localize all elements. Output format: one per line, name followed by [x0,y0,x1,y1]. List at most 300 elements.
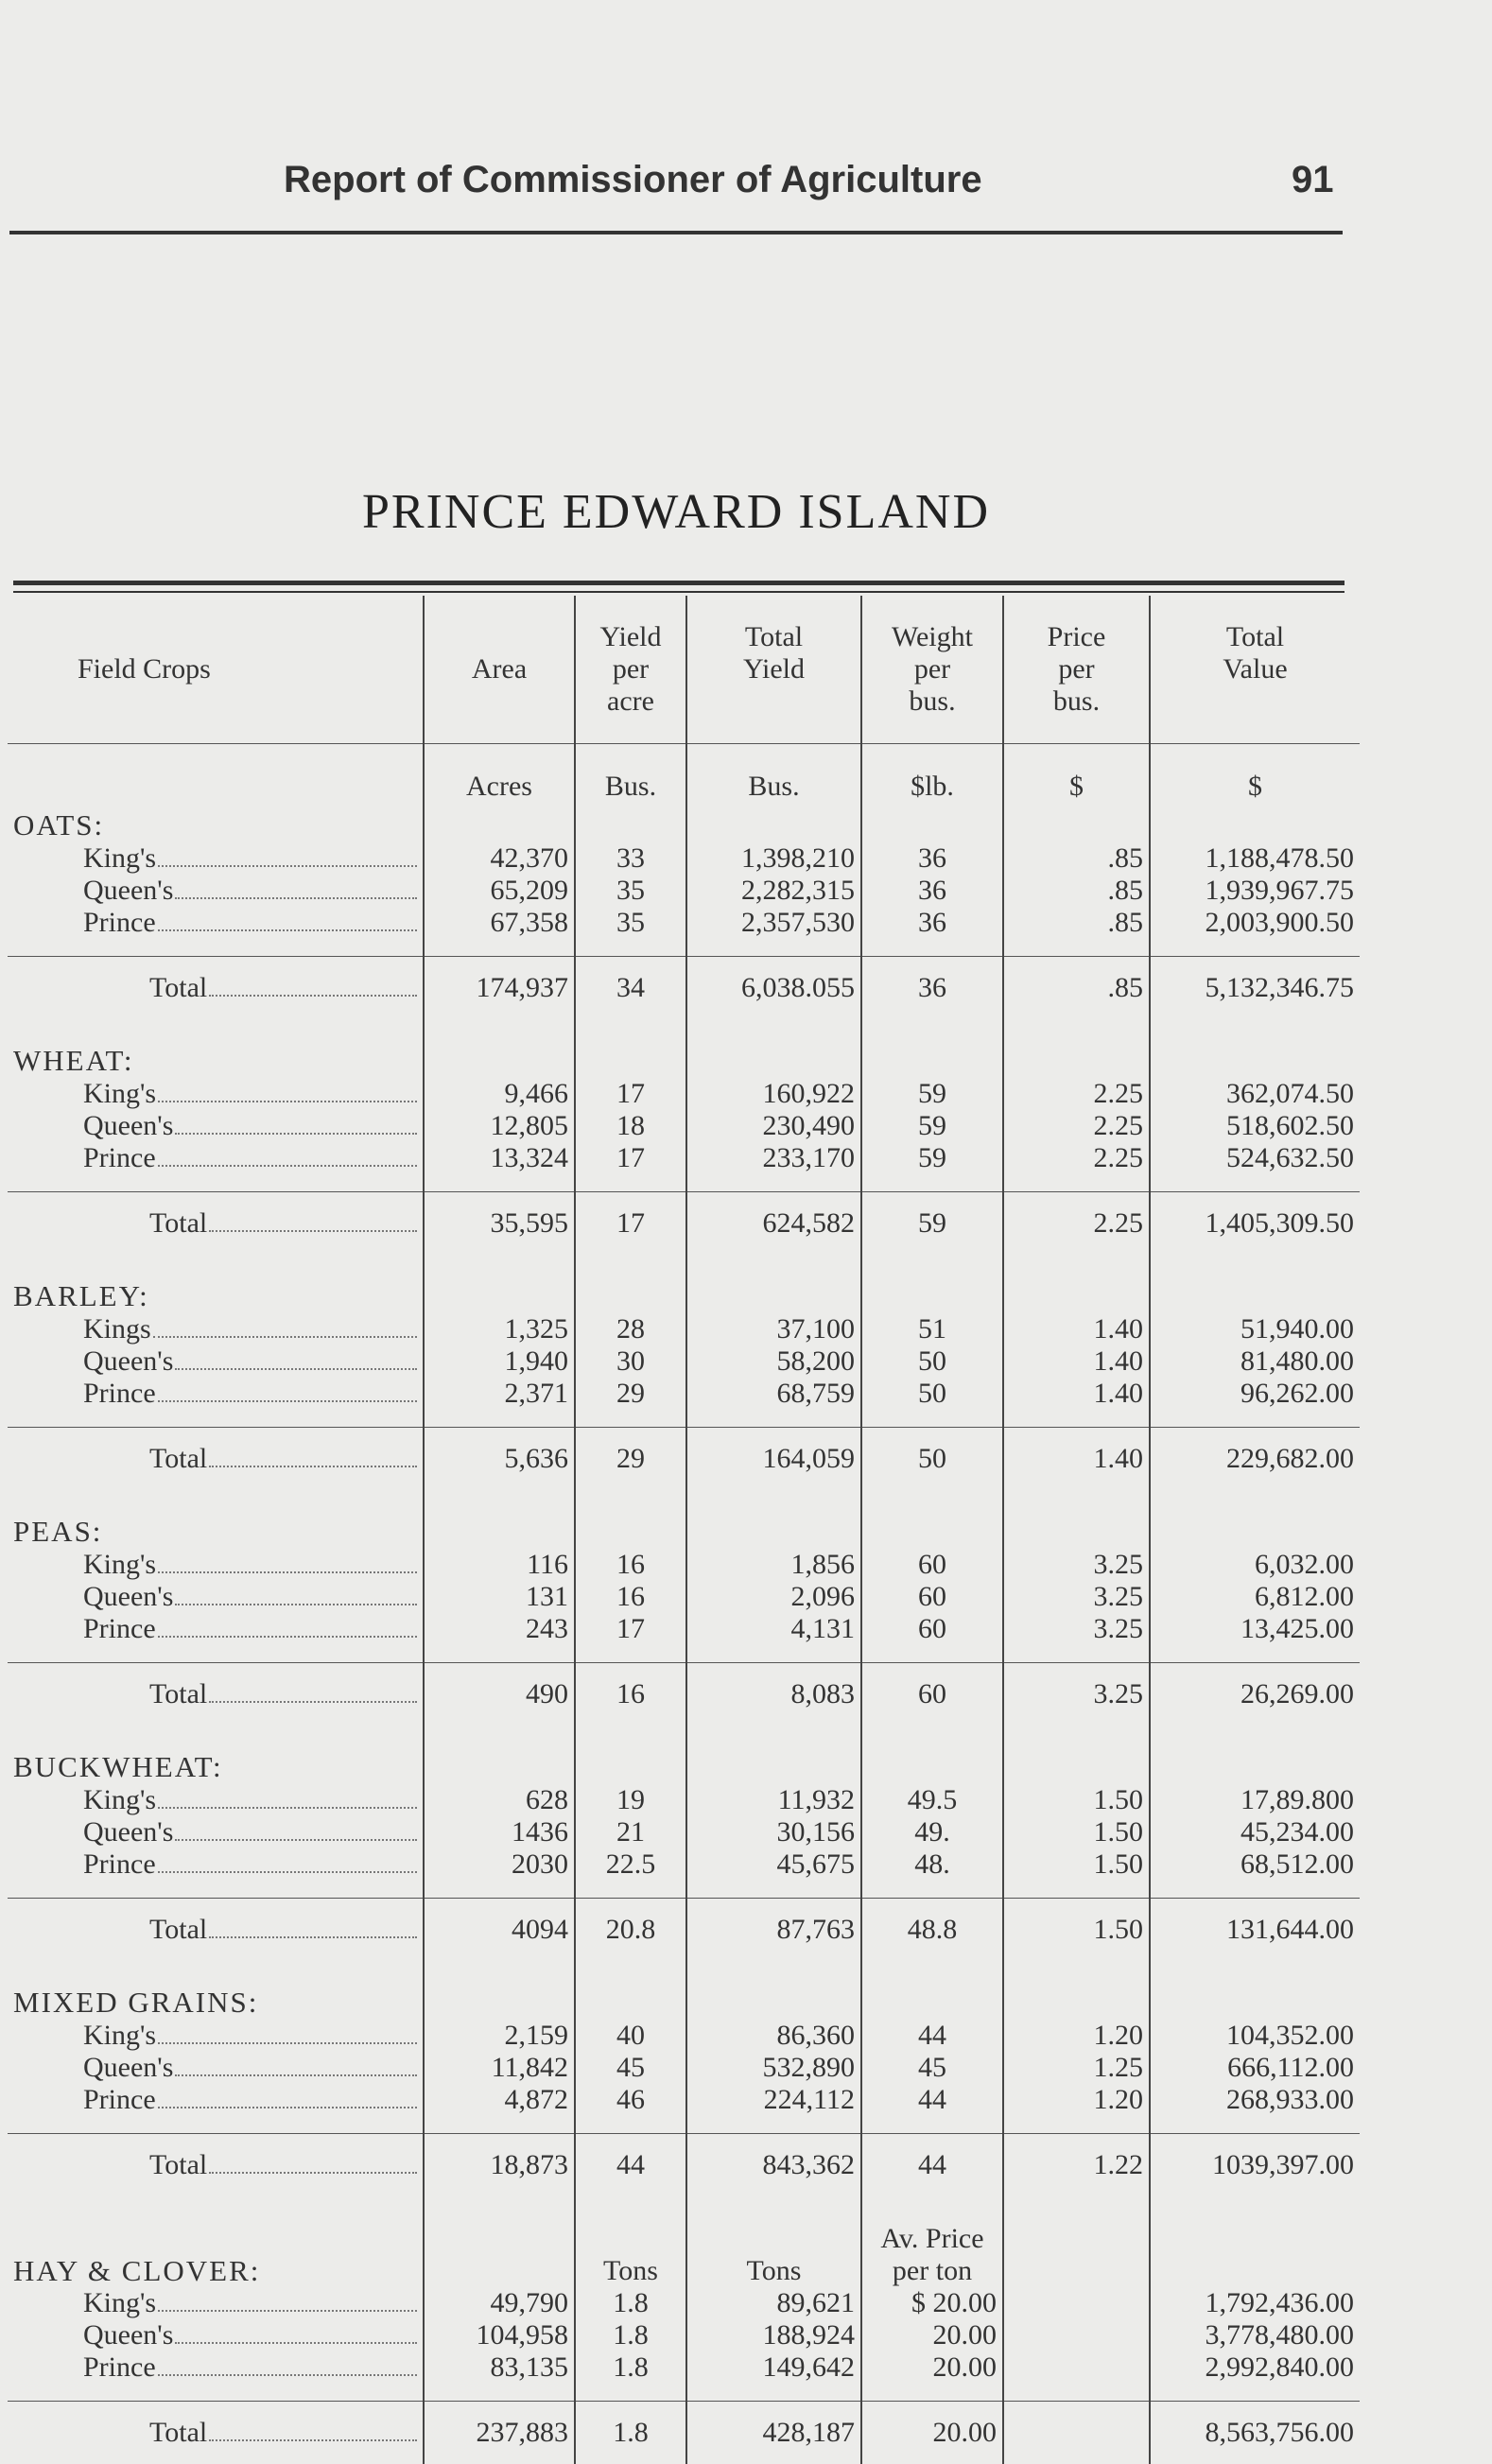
weight-cell: 59 [861,1110,1003,1142]
yield-cell: 1.8 [575,2351,686,2384]
price-cell: 2.25 [1003,1110,1150,1142]
area-cell: 1,940 [424,1345,575,1378]
leader-dots [158,1571,417,1573]
section-spacer [8,1490,1360,1515]
yield-cell: 16 [575,1549,686,1581]
area-cell: 2030 [424,1848,575,1881]
area-cell: 1436 [424,1816,575,1848]
header-weight-per-bus: Weight per bus. [861,596,1003,744]
area-cell: 116 [424,1549,575,1581]
total_yield-cell: 37,100 [686,1313,861,1345]
price-cell: .85 [1003,875,1150,907]
section-header-row [8,1986,1360,2020]
header-field-crops: Field Crops [8,596,424,744]
value-cell: 1039,397.00 [1150,2134,1360,2197]
yield-cell: 29 [575,1428,686,1491]
unit-area: Acres [424,744,575,809]
value-cell: 104,352.00 [1150,2020,1360,2052]
table-row [8,1784,1360,1816]
yield-cell: 16 [575,1581,686,1613]
price-cell: .85 [1003,907,1150,939]
value-cell: 1,188,478.50 [1150,842,1360,875]
total_yield-cell: 2,282,315 [686,875,861,907]
price-cell: 20.00 [861,2319,1003,2351]
leader-dots [158,1400,417,1402]
total_yield-cell: 1,398,210 [686,842,861,875]
leader-dots [158,2310,417,2312]
leader-dots [158,1636,417,1638]
table-row [8,1078,1360,1110]
value-cell: 666,112.00 [1150,2052,1360,2084]
leader-dots [158,1165,417,1167]
price-cell: $ 20.00 [861,2287,1003,2319]
total_yield-cell: 68,759 [686,1378,861,1410]
price-cell: 20.00 [861,2402,1003,2464]
total_yield-cell: 149,642 [686,2351,861,2384]
county-name-label: King's [83,842,417,875]
total-row [8,1899,1360,1962]
yield-cell: 19 [575,1784,686,1816]
total-row [8,1663,1360,1727]
total-row [8,957,1360,1020]
total-label-label: Total [149,1678,417,1710]
area-cell: 12,805 [424,1110,575,1142]
area-cell: 42,370 [424,842,575,875]
weight-cell: 59 [861,1142,1003,1174]
weight-cell: 60 [861,1581,1003,1613]
value-cell: 68,512.00 [1150,1848,1360,1881]
county-name [8,1549,424,1581]
total-row [8,1192,1360,1256]
value-cell: 1,939,967.75 [1150,875,1360,907]
price-cell: .85 [1003,842,1150,875]
county-name-label: Queen's [83,2052,417,2084]
value-cell: 268,933.00 [1150,2084,1360,2116]
county-name-label: King's [83,1078,417,1110]
area-cell: 11,842 [424,2052,575,2084]
section-spacer [8,1019,1360,1044]
area-cell: 5,636 [424,1428,575,1491]
yield-cell: 21 [575,1816,686,1848]
county-name [8,1816,424,1848]
price-cell: 1.22 [1003,2134,1150,2197]
value-cell: 6,032.00 [1150,1549,1360,1581]
table-row [8,1142,1360,1174]
header-yield-per-acre: Yield per acre [575,596,686,744]
table-row [8,2287,1360,2319]
leader-dots [158,2042,417,2044]
yield-cell: 20.8 [575,1899,686,1962]
header-rule [9,231,1343,234]
header-price-per-bus: Price per bus. [1003,596,1150,744]
hay-section-header-row [8,2221,1360,2287]
price-cell: 1.40 [1003,1378,1150,1410]
value-cell: 13,425.00 [1150,1613,1360,1645]
county-name [8,1142,424,1174]
county-name [8,1613,424,1645]
total_yield-cell: 2,096 [686,1581,861,1613]
total_yield-cell: 11,932 [686,1784,861,1816]
weight-cell: 48.8 [861,1899,1003,1962]
county-name-label: King's [83,2287,417,2319]
weight-cell: 36 [861,907,1003,939]
value-cell: 96,262.00 [1150,1378,1360,1410]
yield-cell: 1.8 [575,2287,686,2319]
value-cell: 2,003,900.50 [1150,907,1360,939]
area-cell: 131 [424,1581,575,1613]
total_yield-cell: 2,357,530 [686,907,861,939]
total-label [8,2402,424,2464]
section-name: WHEAT: [8,1044,424,1078]
total-row [8,2402,1360,2464]
weight-cell: 60 [861,1663,1003,1727]
table-row [8,907,1360,939]
area-cell: 2,159 [424,2020,575,2052]
total-row [8,1428,1360,1491]
county-name [8,1110,424,1142]
yield-cell: 40 [575,2020,686,2052]
spacer-row [8,939,1360,957]
spacer-row [8,1174,1360,1192]
section-spacer [8,1961,1360,1986]
total-row [8,2134,1360,2197]
total_yield-cell: 160,922 [686,1078,861,1110]
price-cell: 3.25 [1003,1549,1150,1581]
yield-cell: 34 [575,957,686,1020]
area-cell: 490 [424,1663,575,1727]
weight-cell: 45 [861,2052,1003,2084]
county-name [8,2319,424,2351]
unit-price: Av. Price per ton [861,2221,1003,2287]
total_yield-cell: 188,924 [686,2319,861,2351]
unit-total-yield: Tons [686,2221,861,2287]
value-cell: 6,812.00 [1150,1581,1360,1613]
area-cell: 4,872 [424,2084,575,2116]
county-name-label: King's [83,1549,417,1581]
total-label-label: Total [149,2149,417,2181]
total_yield-cell: 1,856 [686,1549,861,1581]
county-name [8,1078,424,1110]
area-cell: 174,937 [424,957,575,1020]
area-cell: 237,883 [424,2402,575,2464]
price-cell: 1.50 [1003,1816,1150,1848]
county-name-label: Prince [83,1378,417,1410]
table-row [8,1581,1360,1613]
section-name: BARLEY: [8,1279,424,1313]
units-row [8,744,1360,809]
total_yield-cell: 428,187 [686,2402,861,2464]
section-header-row [8,808,1360,842]
county-name [8,1345,424,1378]
county-name-label: Queen's [83,2319,417,2351]
county-name [8,907,424,939]
county-name-label: Prince [83,1613,417,1645]
county-name-label: Prince [83,907,417,939]
yield-cell: 1.8 [575,2402,686,2464]
county-name [8,1848,424,1881]
county-name-label: Prince [83,2084,417,2116]
county-name-label: Queen's [83,875,417,907]
leader-dots [158,1807,417,1809]
table-row [8,1345,1360,1378]
section-header-row [8,1750,1360,1784]
weight-cell: 60 [861,1549,1003,1581]
total_yield-cell: 624,582 [686,1192,861,1256]
title-rule-thin [13,591,1345,593]
unit-yield: Tons [575,2221,686,2287]
table-row [8,2020,1360,2052]
table-row [8,875,1360,907]
weight-cell: 44 [861,2084,1003,2116]
spacer-row [8,2116,1360,2134]
section-name: HAY & CLOVER: [8,2221,424,2287]
weight-cell: 49. [861,1816,1003,1848]
area-cell: 49,790 [424,2287,575,2319]
yield-cell: 44 [575,2134,686,2197]
total_yield-cell: 843,362 [686,2134,861,2197]
county-name-label: Prince [83,2351,417,2384]
price-cell: 1.50 [1003,1899,1150,1962]
section-name: MIXED GRAINS: [8,1986,424,2020]
table-row [8,1613,1360,1645]
value-cell: 45,234.00 [1150,1816,1360,1848]
leader-dots [158,1101,417,1102]
yield-cell: 17 [575,1613,686,1645]
running-header: Report of Commissioner of Agriculture [284,159,982,201]
price-cell: 3.25 [1003,1663,1150,1727]
title-rule-thick [13,581,1345,585]
leader-dots [158,2374,417,2376]
table-row [8,1378,1360,1410]
area-cell: 65,209 [424,875,575,907]
price-cell: 1.50 [1003,1784,1150,1816]
value-cell: 524,632.50 [1150,1142,1360,1174]
value-cell: 8,563,756.00 [1150,2402,1360,2464]
area-cell: 4094 [424,1899,575,1962]
total-label-label: Total [149,2417,417,2449]
table-header-row [8,596,1360,744]
table-row [8,2351,1360,2384]
total_yield-cell: 233,170 [686,1142,861,1174]
leader-dots [158,1871,417,1873]
total-label-label: Total [149,972,417,1004]
section-header-row [8,1515,1360,1549]
county-name [8,2287,424,2319]
yield-cell: 17 [575,1078,686,1110]
value-cell: 1,792,436.00 [1150,2287,1360,2319]
leader-dots [209,995,417,997]
spacer-row [8,1881,1360,1899]
price-cell: 1.40 [1003,1345,1150,1378]
county-name-label: Kings [83,1313,417,1345]
price-cell: 1.20 [1003,2020,1150,2052]
leader-dots [158,2107,417,2108]
yield-cell: 18 [575,1110,686,1142]
area-cell: 104,958 [424,2319,575,2351]
yield-cell: 17 [575,1192,686,1256]
table-row [8,2052,1360,2084]
price-cell: .85 [1003,957,1150,1020]
price-cell: 1.40 [1003,1428,1150,1491]
weight-cell: 44 [861,2134,1003,2197]
price-cell: 2.25 [1003,1142,1150,1174]
unit-value: $ [1150,744,1360,809]
section-spacer [8,1726,1360,1750]
county-name-label: Queen's [83,1581,417,1613]
area-cell: 2,371 [424,1378,575,1410]
price-cell: 3.25 [1003,1581,1150,1613]
value-cell: 26,269.00 [1150,1663,1360,1727]
total_yield-cell: 532,890 [686,2052,861,2084]
value-cell: 518,602.50 [1150,1110,1360,1142]
county-name-label: King's [83,2020,417,2052]
weight-cell: 49.5 [861,1784,1003,1816]
total_yield-cell: 230,490 [686,1110,861,1142]
header-total-value: Total Value [1150,596,1360,744]
price-cell: 1.50 [1003,1848,1150,1881]
leader-dots [175,897,417,899]
yield-cell: 45 [575,2052,686,2084]
weight-cell: 44 [861,2020,1003,2052]
area-cell: 67,358 [424,907,575,939]
total-label [8,957,424,1020]
weight-cell: 36 [861,842,1003,875]
county-name [8,1784,424,1816]
spacer-row [8,2384,1360,2402]
county-name [8,2084,424,2116]
leader-dots [175,1839,417,1841]
price-cell: 2.25 [1003,1078,1150,1110]
value-cell: 5,132,346.75 [1150,957,1360,1020]
weight-cell: 50 [861,1378,1003,1410]
leader-dots [209,2439,417,2441]
value-cell: 362,074.50 [1150,1078,1360,1110]
section-name: BUCKWHEAT: [8,1750,424,1784]
total-label-label: Total [149,1207,417,1240]
area-cell: 1,325 [424,1313,575,1345]
leader-dots [175,2074,417,2076]
total_yield-cell: 164,059 [686,1428,861,1491]
area-cell: 83,135 [424,2351,575,2384]
section-header-row [8,1279,1360,1313]
weight-cell: 36 [861,875,1003,907]
yield-cell: 35 [575,907,686,939]
area-cell: 628 [424,1784,575,1816]
section-header-row [8,1044,1360,1078]
price-cell: 3.25 [1003,1613,1150,1645]
section-name: OATS: [8,808,424,842]
value-cell: 51,940.00 [1150,1313,1360,1345]
area-cell: 18,873 [424,2134,575,2197]
section-name: PEAS: [8,1515,424,1549]
county-name-label: Queen's [83,1110,417,1142]
value-cell: 131,644.00 [1150,1899,1360,1962]
leader-dots [175,1368,417,1370]
area-cell: 13,324 [424,1142,575,1174]
leader-dots [158,865,417,867]
total_yield-cell: 30,156 [686,1816,861,1848]
total_yield-cell: 224,112 [686,2084,861,2116]
header-total-yield: Total Yield [686,596,861,744]
document-title: PRINCE EDWARD ISLAND [0,484,1352,540]
leader-dots [209,1936,417,1938]
county-name-label: Queen's [83,1816,417,1848]
county-name-label: Prince [83,1142,417,1174]
table-row [8,1313,1360,1345]
county-name [8,1313,424,1345]
section-spacer [8,2196,1360,2221]
field-crops-table [8,596,1360,2464]
table-row [8,1110,1360,1142]
unit-yield: Bus. [575,744,686,809]
total_yield-cell: 86,360 [686,2020,861,2052]
area-cell: 9,466 [424,1078,575,1110]
value-cell: 81,480.00 [1150,1345,1360,1378]
weight-cell: 59 [861,1192,1003,1256]
leader-dots [175,1604,417,1605]
county-name [8,1378,424,1410]
leader-dots [209,1466,417,1467]
leader-dots [175,1133,417,1135]
weight-cell: 51 [861,1313,1003,1345]
total_yield-cell: 89,621 [686,2287,861,2319]
value-cell: 229,682.00 [1150,1428,1360,1491]
leader-dots [209,1230,417,1232]
county-name [8,842,424,875]
yield-cell: 46 [575,2084,686,2116]
total-label [8,1428,424,1491]
county-name-label: King's [83,1784,417,1816]
total-label [8,1899,424,1962]
yield-cell: 33 [575,842,686,875]
price-cell: 20.00 [861,2351,1003,2384]
total_yield-cell: 8,083 [686,1663,861,1727]
yield-cell: 17 [575,1142,686,1174]
section-spacer [8,1255,1360,1279]
total-label-label: Total [149,1914,417,1946]
total_yield-cell: 6,038.055 [686,957,861,1020]
weight-cell: 59 [861,1078,1003,1110]
unit-weight: $lb. [861,744,1003,809]
leader-dots [209,1701,417,1703]
price-cell: 2.25 [1003,1192,1150,1256]
total_yield-cell: 45,675 [686,1848,861,1881]
price-cell: 1.20 [1003,2084,1150,2116]
table-row [8,1549,1360,1581]
total-label [8,1663,424,1727]
leader-dots [209,2172,417,2174]
weight-cell: 60 [861,1613,1003,1645]
weight-cell: 50 [861,1345,1003,1378]
value-cell: 3,778,480.00 [1150,2319,1360,2351]
county-name [8,1581,424,1613]
spacer-row [8,1645,1360,1663]
value-cell: 1,405,309.50 [1150,1192,1360,1256]
weight-cell: 36 [861,957,1003,1020]
yield-cell: 16 [575,1663,686,1727]
yield-cell: 30 [575,1345,686,1378]
table-row [8,2084,1360,2116]
weight-cell: 48. [861,1848,1003,1881]
county-name [8,2351,424,2384]
total_yield-cell: 87,763 [686,1899,861,1962]
county-name-label: Queen's [83,1345,417,1378]
total-label [8,2134,424,2197]
county-name-label: Prince [83,1848,417,1881]
yield-cell: 35 [575,875,686,907]
header-area: Area [424,596,575,744]
price-cell: 1.40 [1003,1313,1150,1345]
